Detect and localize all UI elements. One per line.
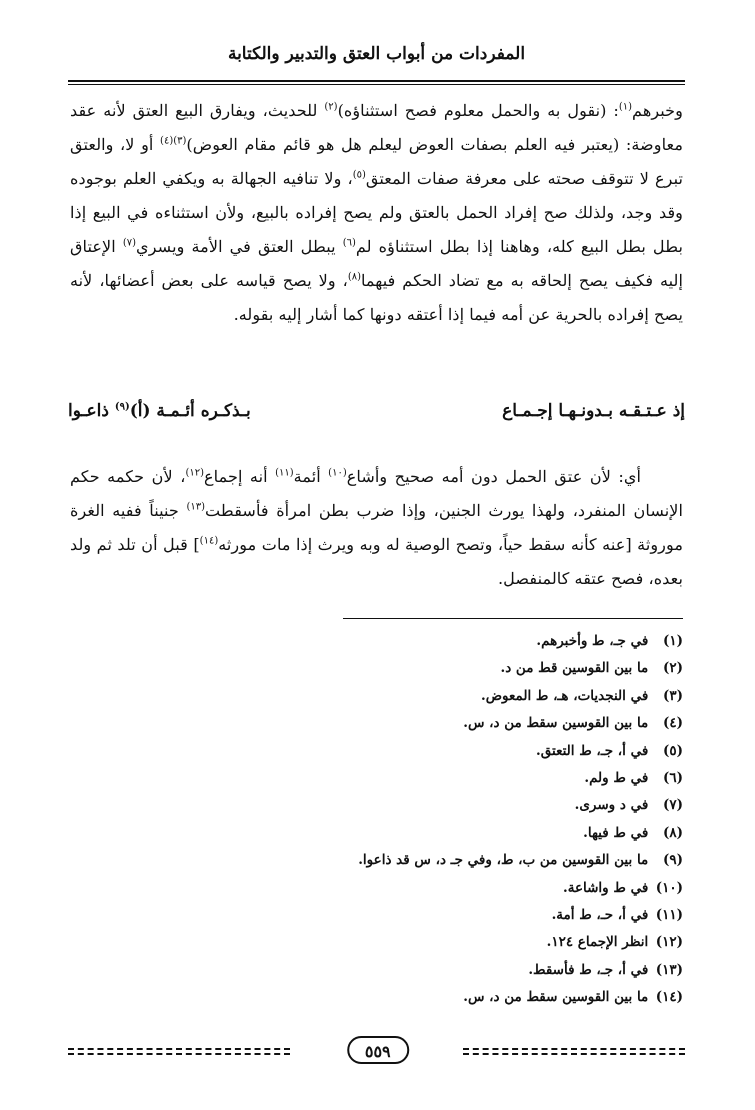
footnote-number: (١) <box>662 633 683 649</box>
footnote-text: في ط ولم. <box>584 770 649 787</box>
footnote-number: (١١) <box>655 907 683 924</box>
footnote-number: (١٤) <box>655 989 683 1006</box>
text-run: ] قبل أن تلد ثم ولد بعده، فصح عتقه كالمنفصل. <box>70 535 683 588</box>
footer-rule-right <box>463 1048 685 1050</box>
footnote-ref: (١٢) <box>185 467 205 479</box>
running-title: المفردات من أبواب العتق والتدبير والكتابة <box>227 44 526 64</box>
footnote-ref: (٦) <box>342 237 356 249</box>
footnote-ref: (١٠) <box>328 467 347 479</box>
footnote-number: (٩) <box>662 852 683 869</box>
footnote-text: في د وسرى. <box>574 797 649 814</box>
text-run: ، ولا تنافيه الجهالة به ويكفي العلم بوجوده وقد وجد، ولذلك صح إفراد الحمل بالعتق ولم يصح إفراده بالبيع، ولأن استثناءه في البيع إذا بطل بطل البيع كله، وهاهنا إذا بطل استثناؤه لم <box>70 169 683 256</box>
footnote-number: (١٢) <box>655 934 683 951</box>
footer-rule-left-2 <box>68 1053 290 1055</box>
footnote-text: ما بين القوسين سقط من د، س. <box>463 715 649 732</box>
header-rule <box>68 80 685 85</box>
footnote-text: في ط واشاعة. <box>563 879 649 896</box>
footnote-item <box>70 875 683 902</box>
footnote-ref: (٣)(٤) <box>160 135 187 147</box>
text-run: أي: لأن عتق الحمل دون أمه صحيح وأشاع <box>346 467 642 486</box>
page-number: ٥٥٩ <box>347 1036 409 1064</box>
footnote-item <box>70 738 683 765</box>
footnote-number: (٨) <box>662 824 683 841</box>
footnote-text: في أ، حـ، ط أمة. <box>551 907 649 924</box>
footnote-ref: (٢) <box>324 101 338 113</box>
footnote-text: في النجديات، هـ، ط المعوض. <box>481 687 649 704</box>
footnote-number: (١٠) <box>655 879 683 896</box>
footnote-item <box>70 683 683 710</box>
footer-rule-right-2 <box>463 1053 685 1055</box>
text-run: يبطل العتق في الأمة ويسري <box>136 237 343 256</box>
footnote-ref: (٥) <box>352 169 366 181</box>
footnote-item <box>70 847 683 874</box>
text-run: جنيناً ففيه الغرة موروثة [عنه كأنه سقط حياً، وتصح الوصية له وبه ويرث إذا مات مورثه <box>70 501 683 554</box>
footnote-ref: (١١) <box>275 467 294 479</box>
verse-text: بـذكـره أئـمـة (أ) <box>129 401 251 421</box>
footnote-number: (٦) <box>662 770 683 787</box>
footnote-list <box>70 628 683 1012</box>
footnote-item <box>70 628 683 655</box>
text-run: الإعتاق إليه فكيف يصح إلحاقه به مع تضاد الحكم فيهما <box>70 237 683 290</box>
verse-line <box>68 394 685 428</box>
footnote-item <box>70 957 683 984</box>
footnote-number: (٢) <box>662 660 683 677</box>
footnote-ref: (١٣) <box>186 501 206 513</box>
footnote-ref: (٨) <box>347 271 361 283</box>
page-footer <box>68 1036 685 1066</box>
footnote-number: (٤) <box>662 715 683 732</box>
text-run: ، لأن حكمه حكم الإنسان المنفرد، ولهذا يورث الجنين، وإذا ضرب بطن امرأة فأسقطت <box>70 467 683 520</box>
verse-text: ذاعـوا <box>68 401 115 421</box>
footnote-number: (٣) <box>662 687 683 704</box>
text-run: وخبرهم <box>632 101 683 120</box>
footnote-item <box>70 820 683 847</box>
footnote-ref: (١٤) <box>199 535 219 547</box>
verse-second-hemistich <box>68 394 251 428</box>
footnote-item <box>70 792 683 819</box>
footer-rule-left <box>68 1048 290 1050</box>
footnote-item <box>70 929 683 956</box>
verse-text: إذ عـتـقـه بـدونـهـا إجـمـاع <box>502 401 685 421</box>
commentary-paragraph <box>70 460 683 596</box>
footnote-text: ما بين القوسين من ب، ط، وفي جـ د، س قد ذاعوا. <box>358 852 649 869</box>
text-run: أئمة <box>293 467 329 486</box>
footnote-item <box>70 655 683 682</box>
footnote-text: انظر الإجماع ١٢٤. <box>546 934 649 951</box>
footnote-text: في أ، جـ، ط فأسقط. <box>528 961 649 978</box>
text-run: : (نقول به والحمل معلوم فصح استثناؤه) <box>337 101 619 120</box>
text-run: أو لا، والعتق تبرع لا تتوقف صحته على معرفة صفات المعتق <box>70 135 683 188</box>
footnote-text: في ط فيها. <box>583 824 649 841</box>
footnote-item <box>70 765 683 792</box>
main-paragraph <box>70 94 683 332</box>
text-run: للحديث، ويفارق البيع العتق لأنه عقد معاوضة: (يعتبر فيه العلم بصفات العوض ليعلم هل هو قائم مقام العوض) <box>70 101 683 154</box>
verse-first-hemistich <box>502 394 685 428</box>
footnote-ref: (١) <box>618 101 633 113</box>
footnote-number: (٧) <box>662 797 683 814</box>
footnote-separator <box>343 618 683 619</box>
footnote-text: في جـ، ط وأخبرهم. <box>536 633 649 649</box>
footnote-ref: (٧) <box>122 237 137 249</box>
text-run: ، ولا يصح قياسه على بعض أعضائها، لأنه يصح إفراده بالحرية عن أمه فيما إذا أعتقه دونها كما أشار إليه بقوله. <box>70 271 683 324</box>
footnote-item <box>70 902 683 929</box>
footnote-number: (٥) <box>662 742 683 759</box>
footnote-number: (١٣) <box>655 961 683 978</box>
footnote-item <box>70 984 683 1011</box>
footnote-ref: (٩) <box>114 401 130 413</box>
footnote-item <box>70 710 683 737</box>
footnote-text: ما بين القوسين قط من د. <box>500 660 649 677</box>
footnote-text: ما بين القوسين سقط من د، س. <box>463 989 649 1006</box>
footnote-text: في أ، جـ، ط التعتق. <box>536 742 649 759</box>
text-run: أنه إجماع <box>204 467 276 486</box>
